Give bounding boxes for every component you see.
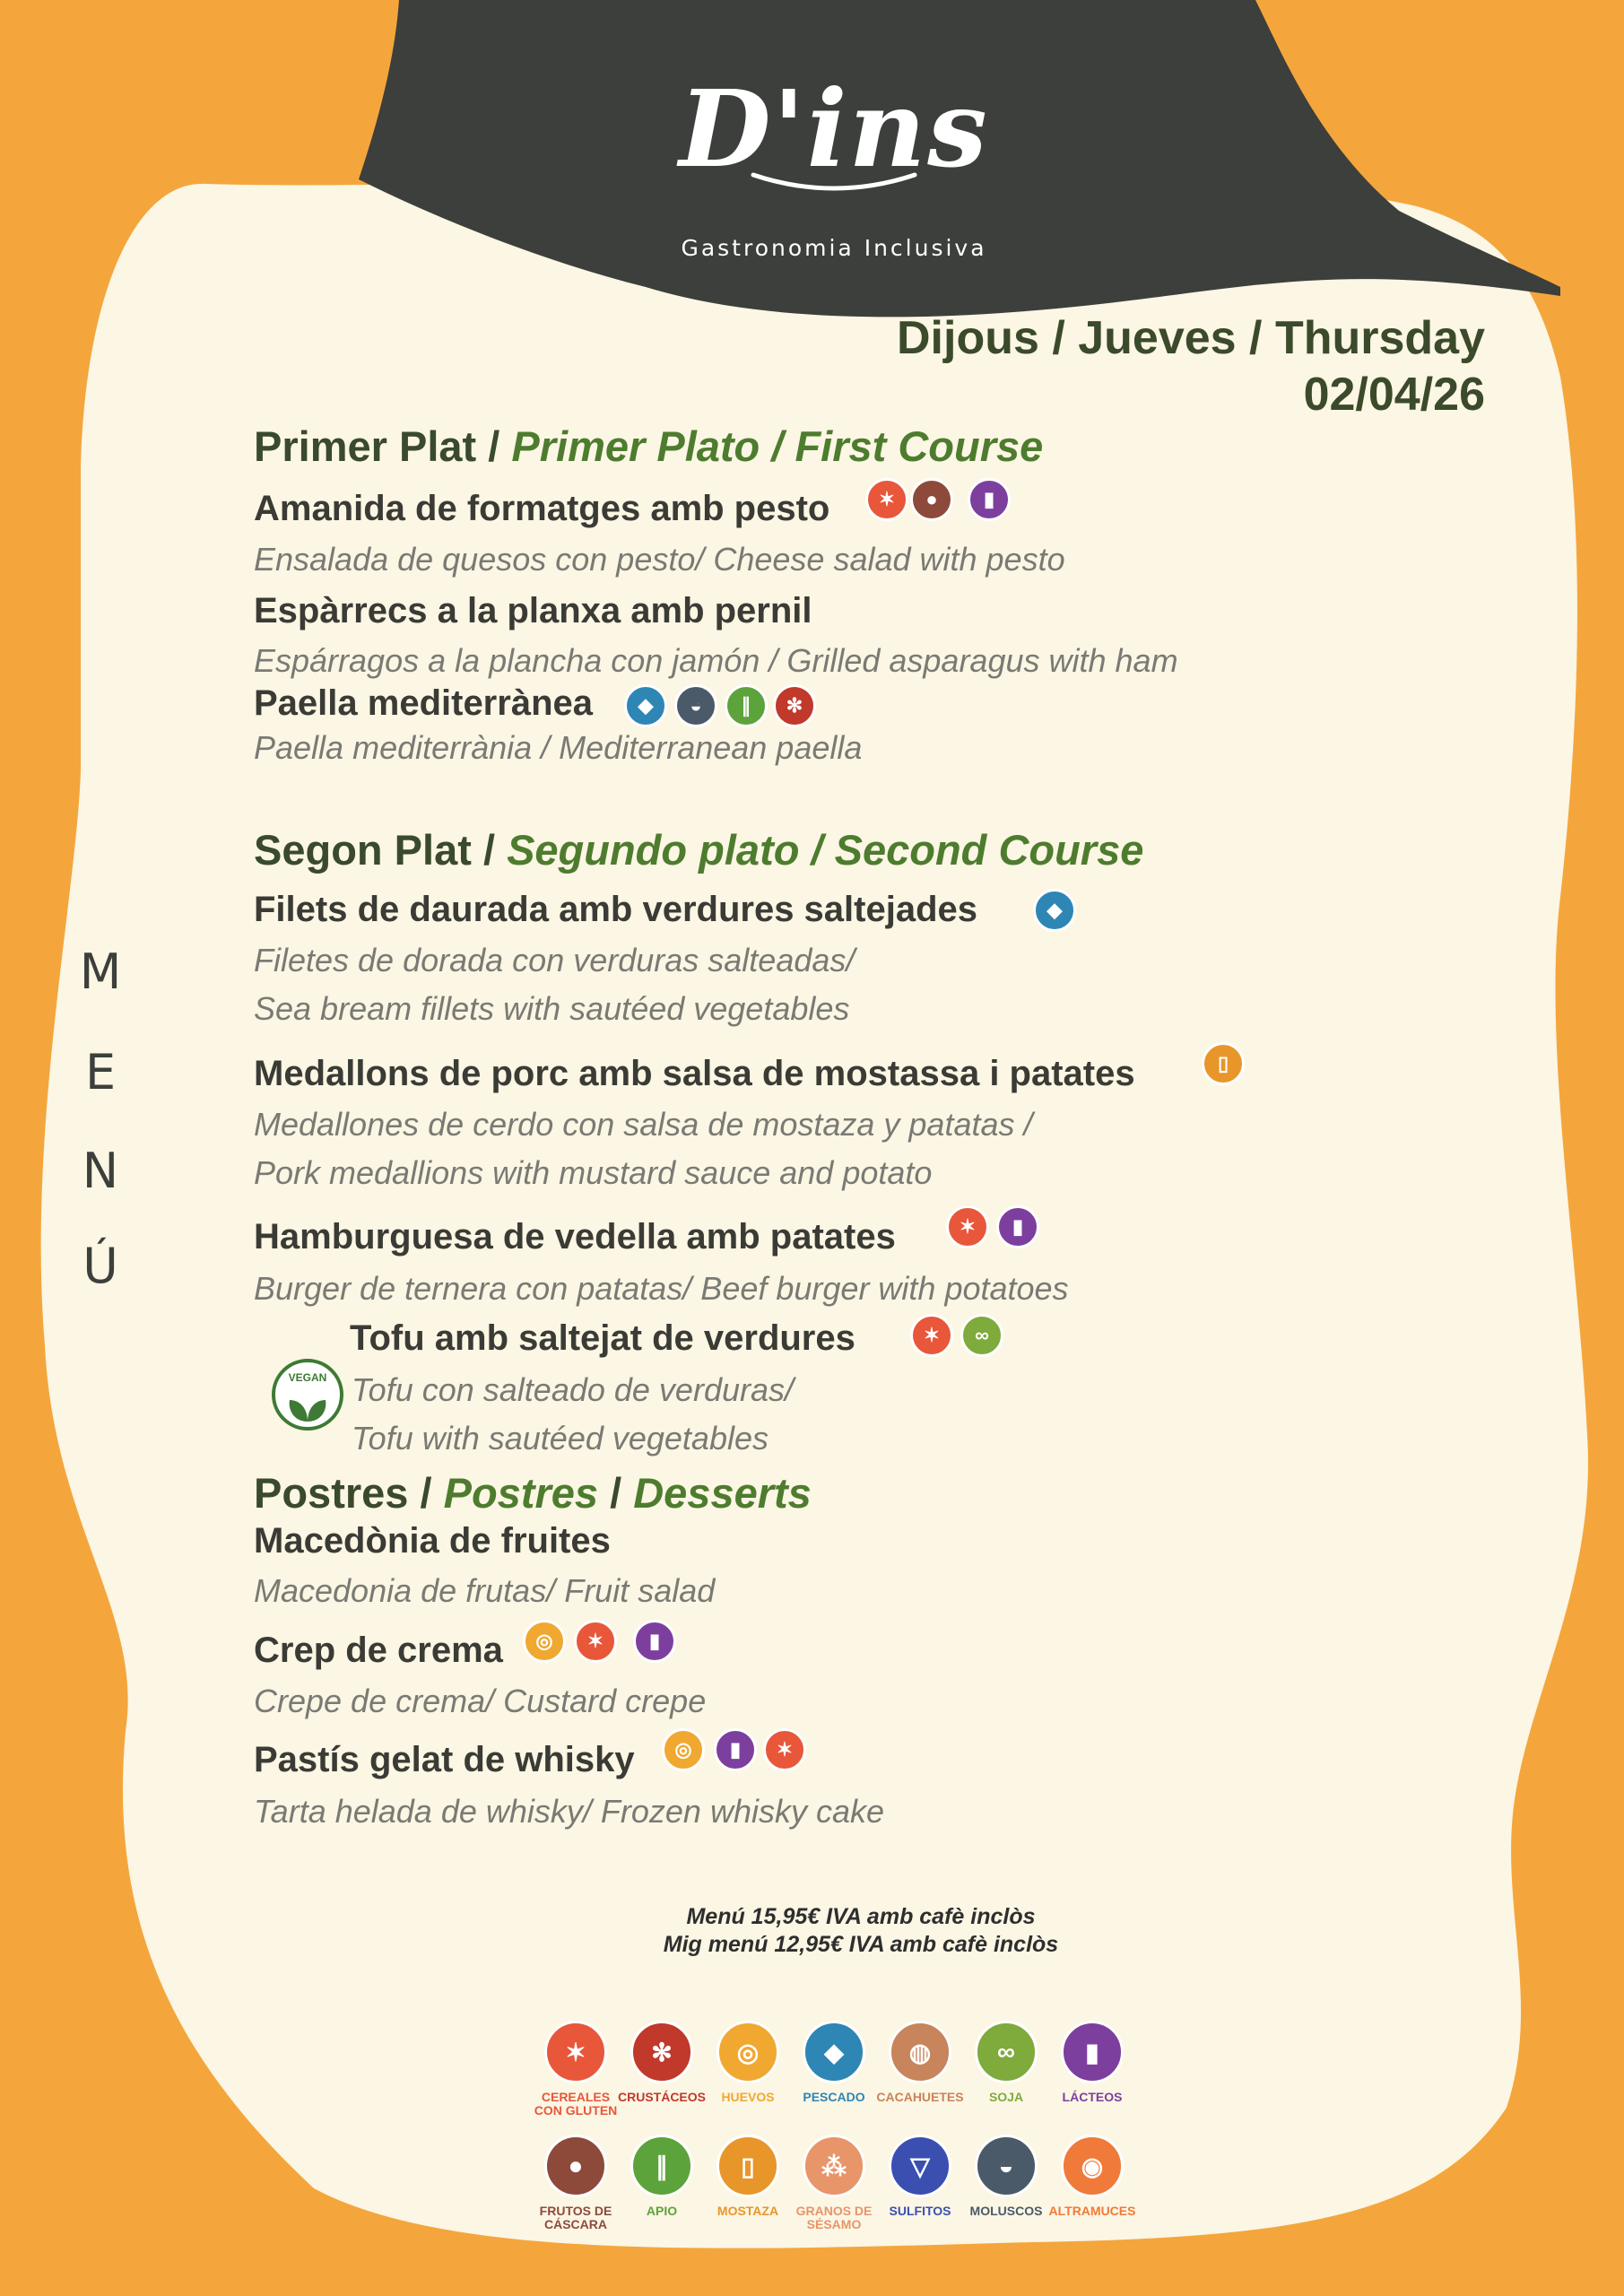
- legend-label-line: MOSTAZA: [716, 2204, 779, 2218]
- cereales-icon: ✶: [946, 1205, 989, 1248]
- mostaza-icon: ▯: [1202, 1042, 1245, 1085]
- price-full-menu: Menú 15,95€ IVA amb cafè inclòs: [686, 1904, 1036, 1929]
- dish-name: Espàrrecs a la planxa amb pernil: [254, 591, 812, 631]
- frutos-de-cascara-icon: ●: [910, 478, 953, 521]
- legend-label: [612, 2091, 711, 2104]
- dish-translation: Macedonia de frutas/ Fruit salad: [254, 1572, 716, 1609]
- legend-label-line: SOJA: [988, 2090, 1024, 2104]
- day-heading: Dijous / Jueves / Thursday: [897, 312, 1485, 364]
- crustaceos-icon: ✻: [630, 2021, 693, 2083]
- dish-name: Macedònia de fruites: [254, 1521, 611, 1561]
- lacteos-icon: ▮: [996, 1205, 1039, 1248]
- legend-label: [612, 2205, 711, 2218]
- legend-label-line: MOLUSCOS: [969, 2204, 1043, 2218]
- legend-label: [526, 2205, 625, 2231]
- legend-label-line: CON GLUTEN: [534, 2103, 618, 2118]
- dish-translation: Filetes de dorada con verduras salteadas/: [254, 942, 855, 978]
- legend-label: [957, 2091, 1055, 2104]
- mostaza-icon: ▯: [716, 2135, 779, 2197]
- apio-icon: ∥: [630, 2135, 693, 2197]
- side-letter: N: [82, 1143, 119, 1199]
- menu-date: 02/04/26: [1303, 369, 1485, 421]
- moluscos-icon: ◒: [975, 2135, 1038, 2197]
- dish-translation: Medallones de cerdo con salsa de mostaza y patatas /: [254, 1106, 1033, 1143]
- dish-translation: Tofu con salteado de verduras/: [352, 1371, 794, 1408]
- cereales-icon: ✶: [544, 2021, 607, 2083]
- legend-label-line: FRUTOS DE: [539, 2204, 612, 2218]
- legend-label: [785, 2091, 883, 2104]
- dish-name: Paella mediterrànea: [254, 683, 593, 723]
- pescado-icon: ◆: [1033, 889, 1076, 932]
- legend-label-line: PESCADO: [803, 2090, 865, 2104]
- dish-translation: Tofu with sautéed vegetables: [352, 1420, 769, 1457]
- dish-name: Tofu amb saltejat de verdures: [350, 1318, 855, 1358]
- dish-name: Filets de daurada amb verdures saltejades: [254, 890, 978, 929]
- dish-name: Amanida de formatges amb pesto: [254, 489, 830, 528]
- legend-label-line: GRANOS DE: [795, 2204, 873, 2218]
- dish-translation: Burger de ternera con patatas/ Beef burger with potatoes: [254, 1270, 1069, 1307]
- legend-label-line: CEREALES: [541, 2090, 611, 2104]
- dish-translation: Pork medallions with mustard sauce and potato: [254, 1154, 933, 1191]
- sulfitos-icon: ▽: [889, 2135, 951, 2197]
- dish-translation: Ensalada de quesos con pesto/ Cheese salad with pesto: [254, 541, 1065, 578]
- legend-label: [785, 2205, 883, 2231]
- section-title-first-course: Primer Plat / Primer Plato / First Course: [254, 422, 1044, 470]
- legend-label: [526, 2091, 625, 2118]
- price-half-menu: Mig menú 12,95€ IVA amb cafè inclòs: [663, 1932, 1059, 1957]
- granos-de-sesamo-icon: ⁂: [803, 2135, 865, 2197]
- brand-logo: [664, 66, 1004, 220]
- section-title-desserts: Postres / Postres / Desserts: [254, 1469, 812, 1517]
- legend-label: [871, 2091, 969, 2104]
- legend-label-line: SÉSAMO: [806, 2217, 862, 2231]
- brand-tagline: Gastronomia Inclusiva: [681, 235, 987, 261]
- huevos-icon: ◎: [716, 2021, 779, 2083]
- legend-label-line: ALTRAMUCES: [1048, 2204, 1136, 2218]
- pescado-icon: ◆: [803, 2021, 865, 2083]
- dish-name: Crep de crema: [254, 1631, 503, 1670]
- cereales-icon: ✶: [763, 1728, 806, 1771]
- legend-label: [957, 2205, 1055, 2218]
- vegan-badge: VEGAN: [272, 1359, 343, 1431]
- huevos-icon: ◎: [662, 1728, 705, 1771]
- legend-label: [1043, 2205, 1142, 2218]
- legend-label-line: CÁSCARA: [544, 2217, 607, 2231]
- legend-label: [699, 2205, 797, 2218]
- section-title-second-course: Segon Plat / Segundo plato / Second Course: [254, 826, 1144, 874]
- soja-icon: ∞: [975, 2021, 1038, 2083]
- legend-label: [871, 2205, 969, 2218]
- legend-label-line: CRUSTÁCEOS: [617, 2090, 706, 2104]
- pescado-icon: ◆: [624, 684, 667, 727]
- lacteos-icon: ▮: [633, 1620, 676, 1663]
- apio-icon: ∥: [725, 684, 768, 727]
- cacahuetes-icon: ◍: [889, 2021, 951, 2083]
- cereales-icon: ✶: [865, 478, 908, 521]
- leaf-icon: [275, 1382, 340, 1432]
- legend-label-line: APIO: [646, 2204, 678, 2218]
- frutos-de-cascara-icon: ●: [544, 2135, 607, 2197]
- lacteos-icon: ▮: [714, 1728, 757, 1771]
- altramuces-icon: ◉: [1061, 2135, 1124, 2197]
- lacteos-icon: ▮: [968, 478, 1011, 521]
- cereales-icon: ✶: [910, 1314, 953, 1357]
- dish-translation: Paella mediterrània / Mediterranean paella: [254, 729, 863, 766]
- dish-translation: Crepe de crema/ Custard crepe: [254, 1683, 707, 1719]
- dish-name: Medallons de porc amb salsa de mostassa i patates: [254, 1054, 1135, 1093]
- dish-name: Pastís gelat de whisky: [254, 1740, 635, 1779]
- side-letter: E: [84, 1044, 117, 1100]
- legend-label: [699, 2091, 797, 2104]
- side-letter: Ú: [83, 1238, 118, 1294]
- dish-translation: Espárragos a la plancha con jamón / Grilled asparagus with ham: [254, 642, 1178, 679]
- legend-label-line: SULFITOS: [889, 2204, 951, 2218]
- side-letter: M: [79, 944, 122, 1000]
- legend-label: [1043, 2091, 1142, 2104]
- legend-label-line: CACAHUETES: [876, 2090, 964, 2104]
- dish-translation: Tarta helada de whisky/ Frozen whisky cake: [254, 1793, 885, 1830]
- crustaceos-icon: ✻: [773, 684, 816, 727]
- soja-icon: ∞: [960, 1314, 1003, 1357]
- dish-name: Hamburguesa de vedella amb patates: [254, 1217, 896, 1257]
- cereales-icon: ✶: [574, 1620, 617, 1663]
- legend-label-line: LÁCTEOS: [1062, 2090, 1123, 2104]
- dish-translation: Sea bream fillets with sautéed vegetables: [254, 990, 850, 1027]
- brand-name: D'ins: [679, 66, 989, 191]
- huevos-icon: ◎: [523, 1620, 566, 1663]
- legend-label-line: HUEVOS: [721, 2090, 775, 2104]
- moluscos-icon: ◒: [674, 684, 717, 727]
- lacteos-icon: ▮: [1061, 2021, 1124, 2083]
